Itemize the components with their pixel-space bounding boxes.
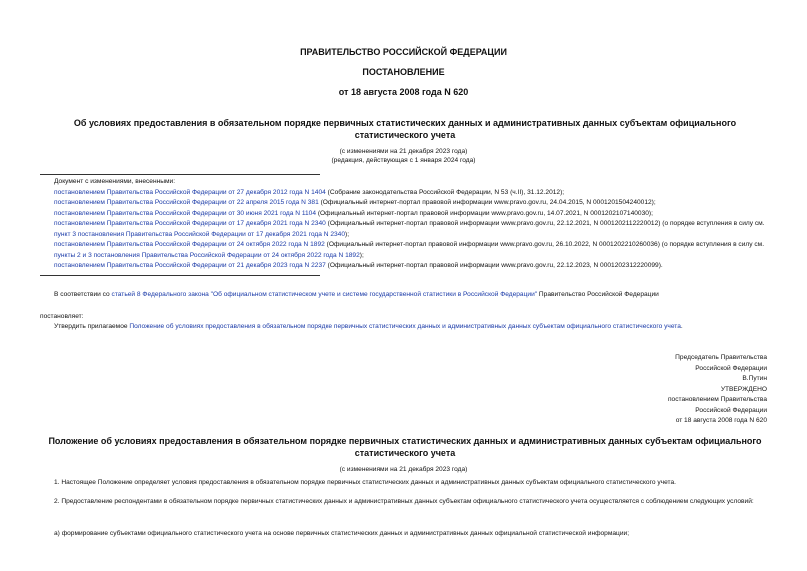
amendment-item: постановлением Правительства Российской Федерации от 17 декабря 2021 года N 2340 (Официальный интернет-портал правовой информации www.pravo.gov.ru, 22.12.2021, N 0001202112220012) (о порядке вступления в силу см. пункт 3 постановления Правительства Российской Федерации от 17 декабря 2021 года N 2340); [54,220,765,238]
regulation-link[interactable]: Положение об условиях предоставления в обязательном порядке первичных статистических данных и административных данных субъектам официального статистического учета [129,323,681,330]
government-name: ПРАВИТЕЛЬСТВО РОССИЙСКОЙ ФЕДЕРАЦИИ [300,47,507,57]
amendment-item: постановлением Правительства Российской Федерации от 24 октября 2022 года N 1892 (Официальный интернет-портал правовой информации www.pravo.gov.ru, 26.10.2022, N 0001202210260036) (о порядке вступления в силу см. пункты 2 и 3 постановления Правительства Российской Федерации от 24 октября 2022 года N 1892); [54,241,765,259]
amendments-intro: Документ с изменениями, внесенными: [54,178,176,185]
amendment-link[interactable]: постановлением Правительства Российской Федерации от 24 октября 2022 года N 1892 [54,241,325,248]
divider-bottom [40,275,320,276]
regulation-changes-note: (с изменениями на 21 декабря 2023 года) [339,466,468,473]
preamble: В соответствии со статьей 8 Федерального закона "Об официальном статистическом учете и системе государственной статистики в Российской Федерации" Правительство Российской Федерации [54,291,659,298]
paragraph-1: 1. Настоящее Положение определяет условия предоставления в обязательном порядке первичных статистических данных и административных данных субъектам официального статистического учета. [54,479,676,486]
regulation-title: Положение об условиях предоставления в обязательном порядке первичных статистических данных и административных данных субъектам официального статистического учета [48,436,762,458]
amendment-item: постановлением Правительства Российской Федерации от 27 декабря 2012 года N 1404 (Собрание законодательства Российской Федерации, N 53 (ч.II), 31.12.2012); [54,188,565,196]
law-link[interactable]: статьей 8 Федерального закона "Об официальном статистическом учете и системе государственной статистики в Российской Федерации" [111,291,538,298]
paragraph-2: 2. Предоставление респондентами в обязательном порядке первичных статистических данных и административных данных субъектам официального статистического учета осуществляется с соблюдением следующих условий: [54,498,754,505]
approve-statement: Утвердить прилагаемое Положение об условиях предоставления в обязательном порядке первичных статистических данных и административных данных субъектам официального статистического учета. [54,323,683,330]
amendment-link[interactable]: постановлением Правительства Российской Федерации от 30 июня 2021 года N 1104 [54,209,317,217]
amendments-list [40,177,770,272]
paragraph-3: а) формирование субъектами официального статистического учета на основе первичных статистических данных и административных данных официальной статистической информации; [54,530,630,537]
changes-note: (с изменениями на 21 декабря 2023 года) [339,148,468,155]
amendment-item: постановлением Правительства Российской Федерации от 21 декабря 2023 года N 2237 (Официальный интернет-портал правовой информации www.pravo.gov.ru, 22.12.2023, N 0001202312220099). [54,262,663,269]
divider-top [40,174,320,175]
amendment-item: постановлением Правительства Российской Федерации от 22 апреля 2015 года N 381 (Официальный интернет-портал правовой информации www.pravo.gov.ru, 24.04.2015, N 0001201504240012); [54,199,656,206]
document-type: ПОСТАНОВЛЕНИЕ [362,67,445,77]
signature-block: Председатель Правительства Российской Федерации В.Путин УТВЕРЖДЕНО постановлением Правительства Российской Федерации от 18 августа 2008 года N 620 [667,354,767,424]
document-date: от 18 августа 2008 года N 620 [338,87,469,97]
amendment-item: постановлением Правительства Российской Федерации от 30 июня 2021 года N 1104 (Официальный интернет-портал правовой информации www.pravo.gov.ru, 14.07.2021, N 0001202107140030); [54,209,653,217]
amendment-link[interactable]: постановлением Правительства Российской Федерации от 17 декабря 2021 года N 2340 [54,220,326,227]
document-title: Об условиях предоставления в обязательном порядке первичных статистических данных и административных данных субъектам официального статистического учета [73,118,737,140]
decides: постановляет: [40,313,84,320]
amendment-link[interactable]: пункт 3 постановления Правительства Российской Федерации от 17 декабря 2021 года N 2340 [54,230,345,238]
edition-note: (редакция, действующая с 1 января 2024 года) [331,157,476,164]
amendment-link[interactable]: постановлением Правительства Российской Федерации от 21 декабря 2023 года N 2237 [54,262,326,269]
amendment-link[interactable]: пункты 2 и 3 постановления Правительства Российской Федерации от 24 октября 2022 года N 1892 [54,251,360,259]
amendment-link[interactable]: постановлением Правительства Российской Федерации от 27 декабря 2012 года N 1404 [54,188,326,196]
amendment-link[interactable]: постановлением Правительства Российской Федерации от 22 апреля 2015 года N 381 [54,199,319,206]
